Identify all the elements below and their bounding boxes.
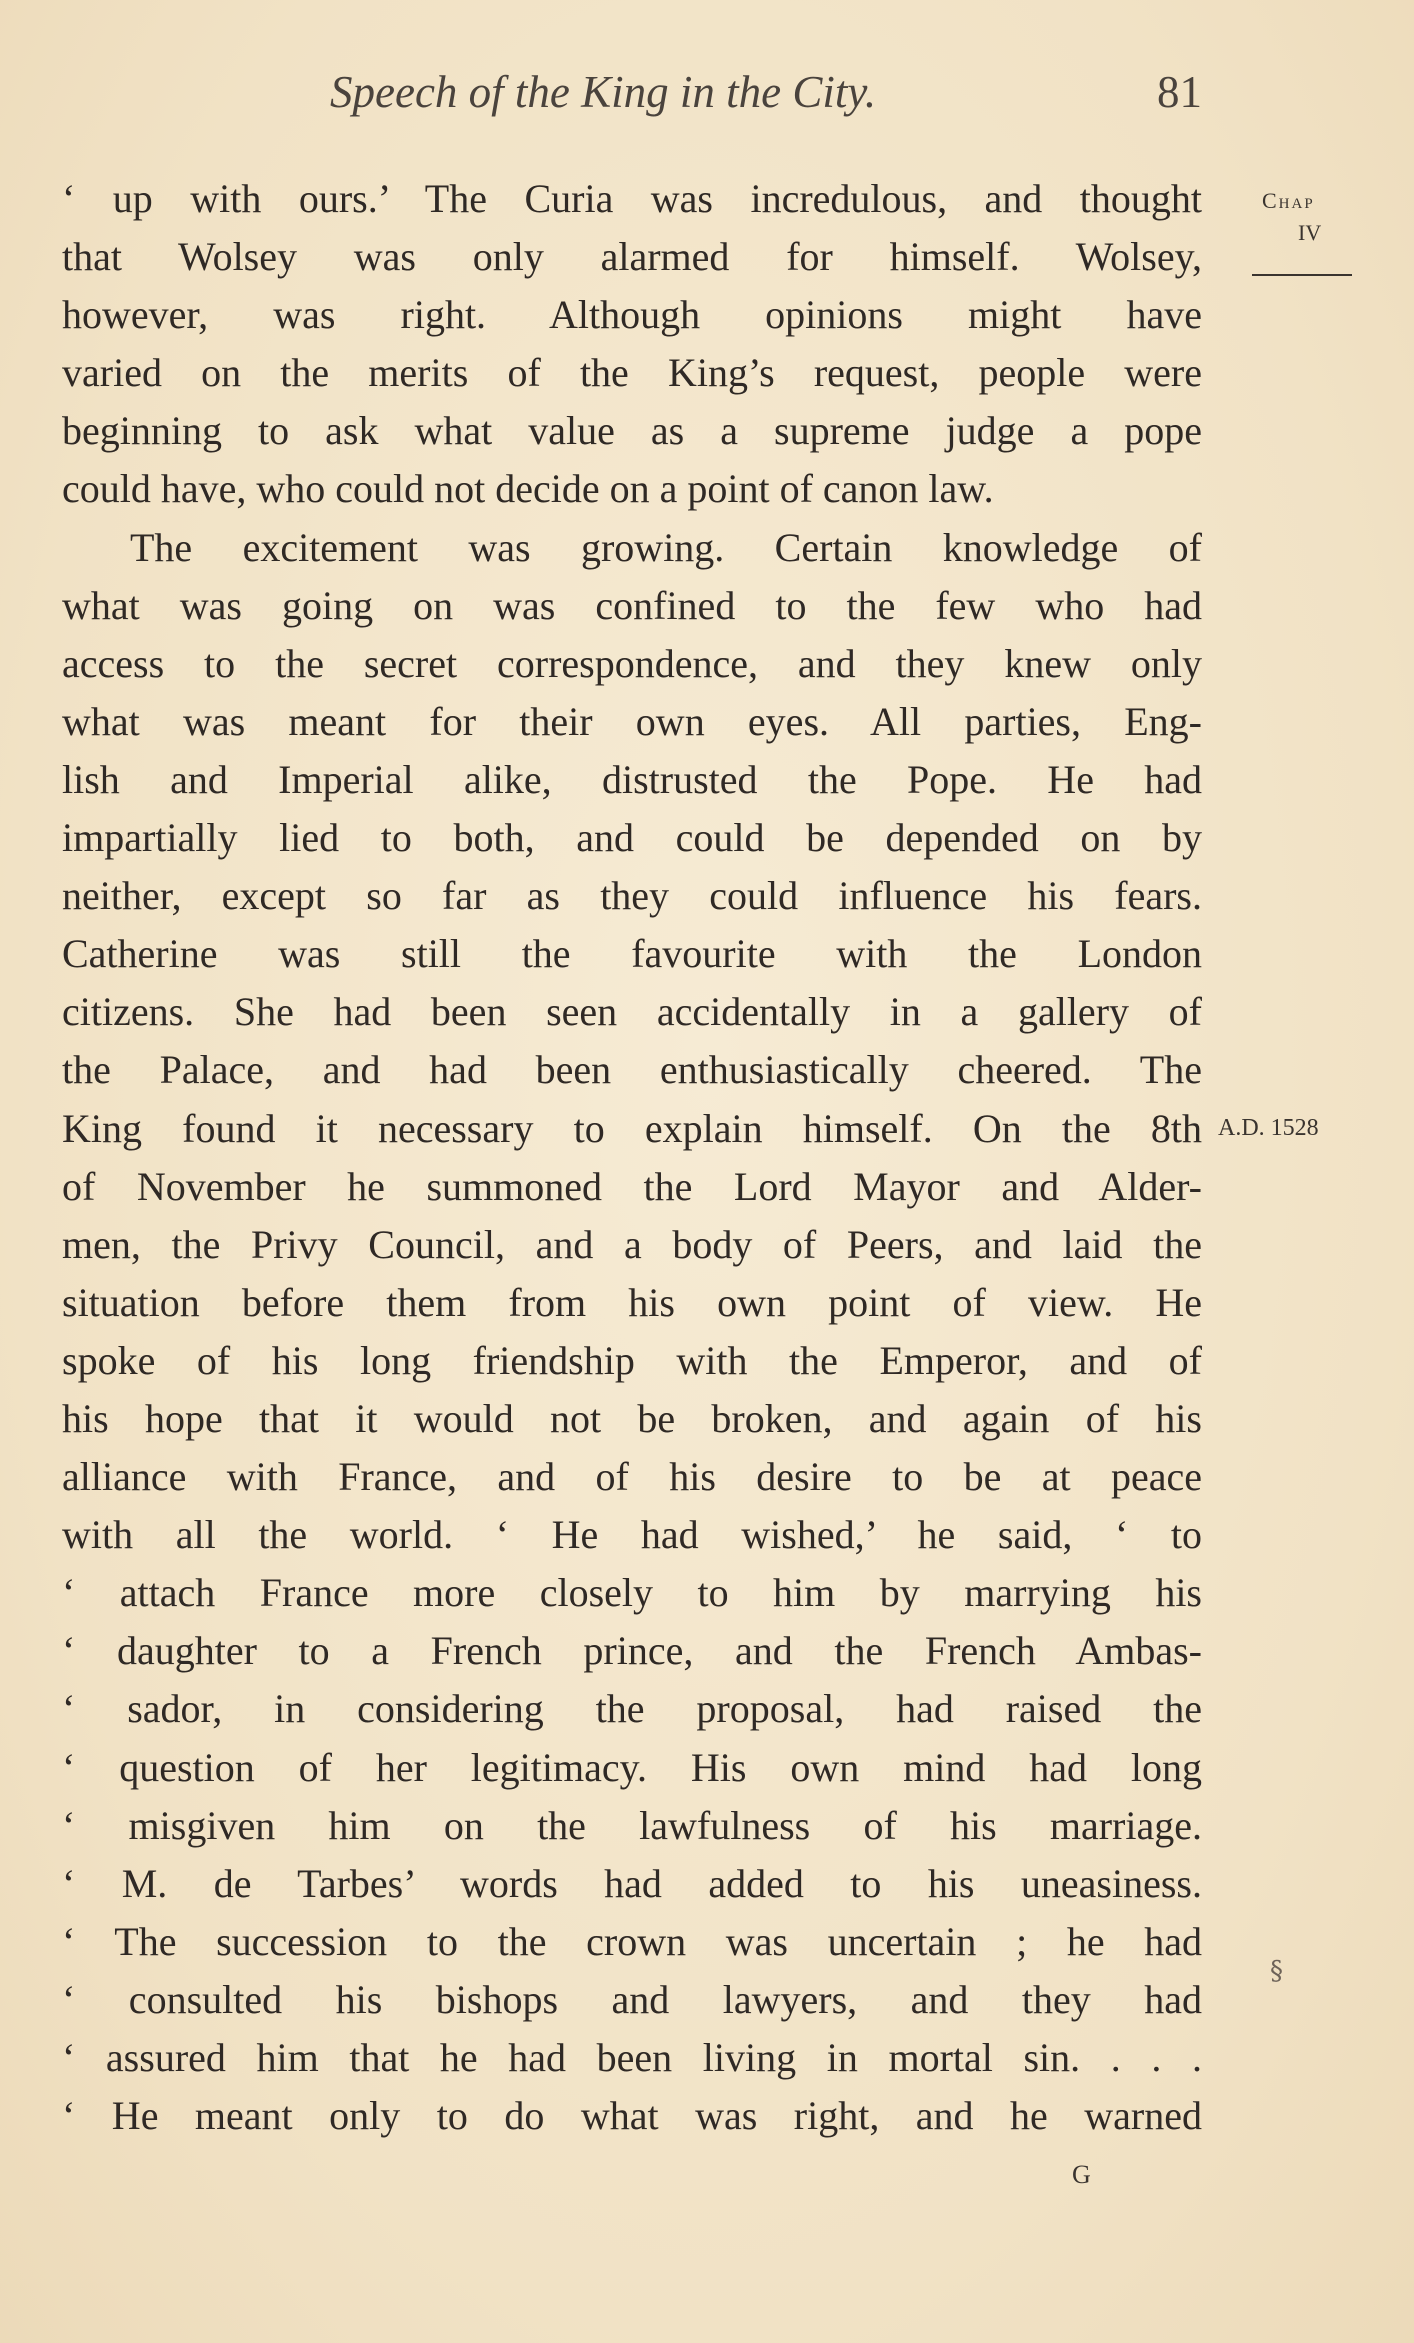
text-line: ‘ He meant only to do what was right, and he warned	[62, 2093, 1202, 2139]
text-line: beginning to ask what value as a supreme judge a pope	[62, 408, 1202, 454]
text-line: ‘ M. de Tarbes’ words had added to his uneasiness.	[62, 1860, 1202, 1906]
text-line: could have, who could not decide on a point of canon law.	[62, 466, 994, 512]
text-line: of November he summoned the Lord Mayor and Alder-	[62, 1163, 1202, 1209]
body-text	[62, 170, 1202, 2145]
margin-mark: §	[1270, 1956, 1283, 1986]
text-line: neither, except so far as they could influence his fears.	[62, 873, 1202, 919]
signature-mark: G	[1072, 2160, 1091, 2189]
text-line: what was going on was confined to the few who had	[62, 582, 1202, 628]
text-line: situation before them from his own point of view. He	[62, 1279, 1202, 1325]
text-line: ‘ The succession to the crown was uncertain ; he had	[62, 1918, 1202, 1964]
text-line: lish and Imperial alike, distrusted the Pope. He had	[62, 756, 1202, 802]
page-number: 81	[1157, 67, 1202, 117]
text-line: ‘ assured him that he had been living in mortal sin. . . .	[62, 2035, 1202, 2080]
running-title: Speech of the King in the City.	[330, 67, 877, 117]
text-line: however, was right. Although opinions might have	[62, 292, 1202, 338]
text-line: ‘ attach France more closely to him by marrying his	[62, 1570, 1202, 1616]
text-line: The excitement was growing. Certain knowledge of	[130, 524, 1202, 570]
text-line: ‘ daughter to a French prince, and the French Ambas-	[62, 1628, 1202, 1674]
text-line: ‘ sador, in considering the proposal, had raised the	[62, 1686, 1202, 1732]
text-line: men, the Privy Council, and a body of Peers, and laid the	[62, 1221, 1202, 1267]
chapter-number: IV	[1298, 220, 1322, 245]
text-line: ‘ misgiven him on the lawfulness of his marriage.	[62, 1802, 1202, 1848]
text-line: ‘ question of her legitimacy. His own mind had long	[62, 1744, 1202, 1790]
text-line: spoke of his long friendship with the Emperor, and of	[62, 1337, 1202, 1383]
text-line: varied on the merits of the King’s request, people were	[62, 350, 1202, 396]
text-line: impartially lied to both, and could be depended on by	[62, 815, 1202, 861]
text-line: what was meant for their own eyes. All parties, Eng-	[62, 698, 1202, 744]
date-sidenote: A.D. 1528	[1218, 1115, 1319, 1141]
text-line: that Wolsey was only alarmed for himself. Wolsey,	[62, 234, 1202, 280]
page-header	[62, 66, 1202, 126]
text-line: citizens. She had been seen accidentally in a gallery of	[62, 989, 1202, 1035]
text-line: ‘ consulted his bishops and lawyers, and they had	[62, 1976, 1202, 2022]
text-line: alliance with France, and of his desire to be at peace	[62, 1454, 1202, 1500]
text-line: Catherine was still the favourite with the London	[62, 931, 1202, 977]
text-line: King found it necessary to explain himself. On the 8th	[62, 1105, 1202, 1151]
chapter-label: Chap	[1262, 188, 1315, 213]
text-line: ‘ up with ours.’ The Curia was incredulous, and thought	[62, 176, 1202, 221]
text-line: access to the secret correspondence, and they knew only	[62, 640, 1202, 686]
text-line: his hope that it would not be broken, and again of his	[62, 1395, 1202, 1441]
text-line: the Palace, and had been enthusiastically cheered. The	[62, 1047, 1202, 1093]
text-line: with all the world. ‘ He had wished,’ he said, ‘ to	[62, 1512, 1202, 1558]
chapter-rule	[1252, 274, 1352, 276]
